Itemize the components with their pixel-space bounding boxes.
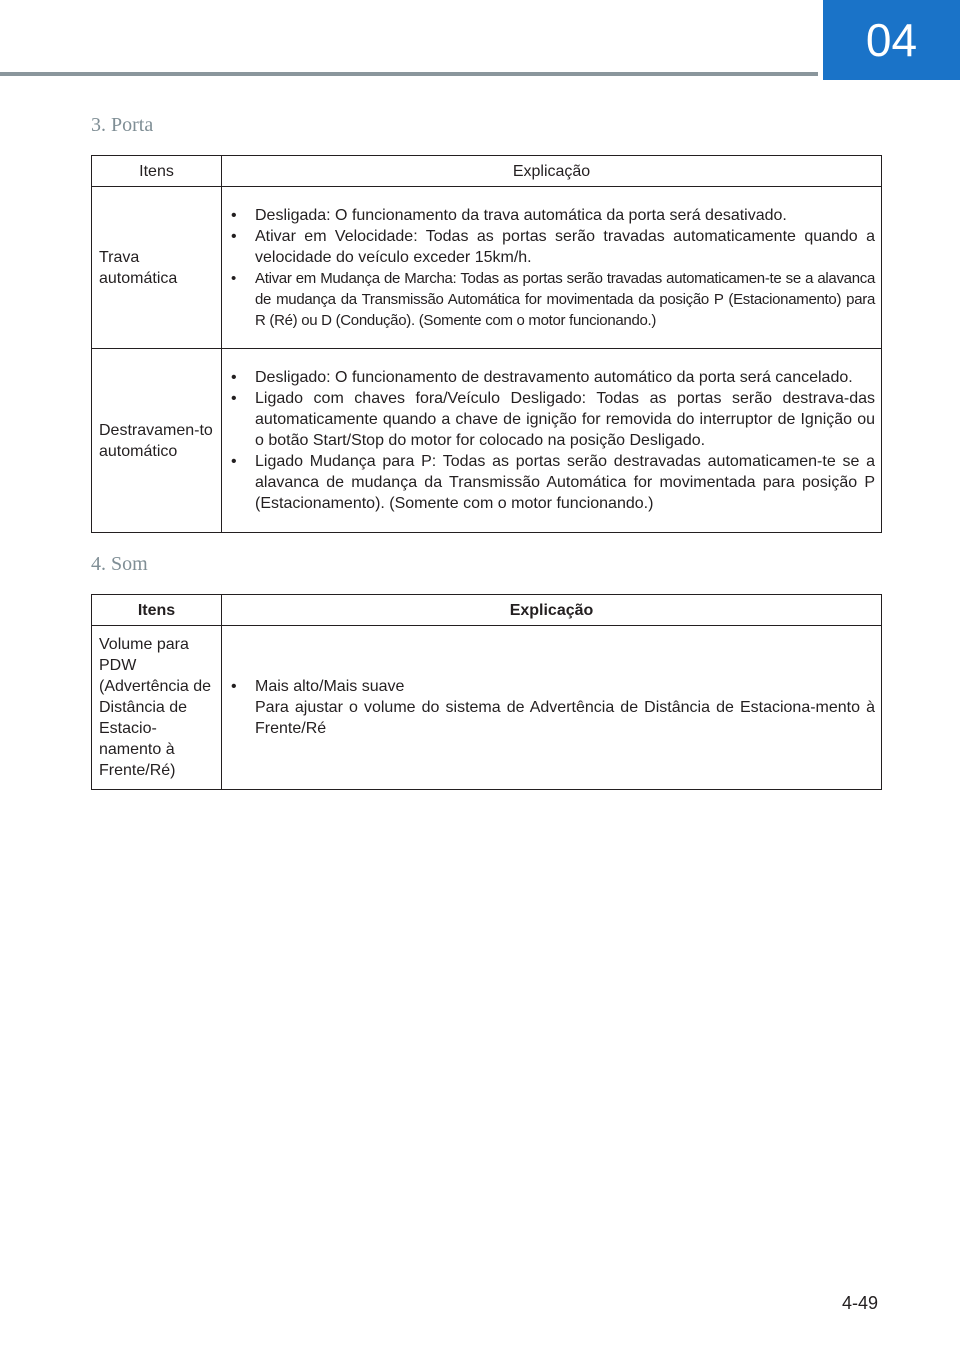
list-item: • Desligada: O funcionamento da trava automática da porta será desativado.: [228, 205, 875, 226]
column-header-explanation: Explicação: [222, 156, 882, 187]
row-item-label: Volume para PDW (Advertência de Distância de Estacio-namento à Frente/Ré): [92, 626, 222, 790]
list-item: • Ativar em Mudança de Marcha: Todas as portas serão travadas automaticamen-te se a alavanca de mudança da Transmissão Automática for movimentada da posição P (Estacionamento) para R (Ré) ou D (Condução). (Somente com o motor funcionando.): [228, 268, 875, 331]
chapter-tab: 04: [823, 0, 960, 80]
som-table: [91, 594, 882, 790]
list-item: [228, 676, 875, 739]
list-item: • Ativar em Velocidade: Todas as portas serão travadas automaticamente quando a velocidade do veículo exceder 15km/h.: [228, 226, 875, 268]
table-header-row: [92, 595, 882, 626]
row-item-label: Trava automática: [92, 187, 222, 349]
list-item: • Ligado Mudança para P: Todas as portas serão destravadas automaticamen-te se a alavanca de mudança da Transmissão Automática for movimentada para posição P (Estacionamento). (Somente com o motor funcionando.): [228, 451, 875, 514]
column-header-explanation: Explicação: [222, 595, 882, 626]
list-item: • Ligado com chaves fora/Veículo Desligado: Todas as portas serão destrava-das automaticamente quando a chave de ignição for removida do interruptor de Ignição ou o botão Start/Stop do motor for colocado na posição Desligado.: [228, 388, 875, 451]
row-explanation: [222, 349, 882, 533]
column-header-items: Itens: [92, 156, 222, 187]
table-header-row: [92, 156, 882, 187]
section-title-porta: 3. Porta: [91, 114, 154, 136]
section-title-som: 4. Som: [91, 553, 148, 575]
table-row: [92, 349, 882, 533]
list-item: • Desligado: O funcionamento de destravamento automático da porta será cancelado.: [228, 367, 875, 388]
row-item-label: Destravamen-to automático: [92, 349, 222, 533]
list-item-title: • Mais alto/Mais suave: [255, 678, 405, 695]
row-explanation: [222, 187, 882, 349]
row-explanation: [222, 626, 882, 790]
list-item-detail: Para ajustar o volume do sistema de Advertência de Distância de Estaciona-mento à Frente/Ré: [255, 699, 875, 737]
table-row: [92, 626, 882, 790]
page-number: 4-49: [842, 1293, 879, 1313]
table-row: [92, 187, 882, 349]
header-rule: [0, 72, 818, 76]
column-header-items: Itens: [92, 595, 222, 626]
porta-table: [91, 155, 882, 533]
